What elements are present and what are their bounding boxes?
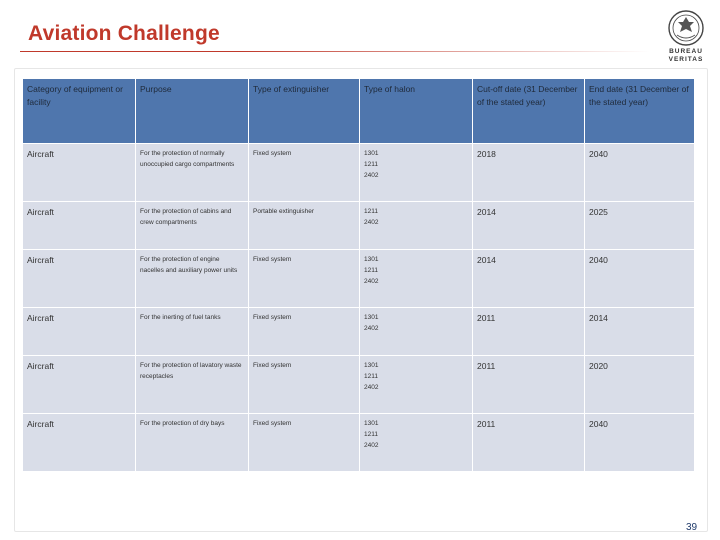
table-row (23, 356, 695, 414)
logo-line1: BUREAU (669, 48, 703, 55)
halon-type: 2402 (364, 219, 379, 226)
table-row (23, 202, 695, 250)
cell-category: Aircraft (23, 308, 136, 356)
cell-halon (360, 144, 473, 202)
halon-type: 1301 (364, 150, 379, 157)
cell-purpose: For the protection of normally unoccupied cargo compartments (136, 144, 249, 202)
halon-type: 2402 (364, 384, 379, 391)
cell-cutoff: 2011 (473, 414, 585, 472)
cell-halon (360, 250, 473, 308)
halon-type: 1301 (364, 314, 379, 321)
cell-cutoff: 2018 (473, 144, 585, 202)
table-row (23, 250, 695, 308)
halon-type: 1211 (364, 431, 378, 438)
halon-type: 1301 (364, 256, 379, 263)
halon-type: 2402 (364, 278, 379, 285)
slide-title: Aviation Challenge (28, 22, 220, 45)
cell-purpose: For the inerting of fuel tanks (136, 308, 249, 356)
cell-purpose: For the protection of lavatory waste receptacles (136, 356, 249, 414)
halon-type: 2402 (364, 442, 379, 449)
cell-purpose: For the protection of cabins and crew compartments (136, 202, 249, 250)
cell-end: 2020 (585, 356, 695, 414)
table-row (23, 308, 695, 356)
cell-category: Aircraft (23, 414, 136, 472)
cell-extinguisher: Fixed system (249, 356, 360, 414)
logo-line2: VERITAS (668, 56, 704, 63)
page-number: 39 (686, 522, 698, 533)
cell-extinguisher: Portable extinguisher (249, 202, 360, 250)
cell-halon (360, 202, 473, 250)
title-underline (20, 51, 650, 52)
header-halon: Type of halon (360, 79, 473, 144)
cell-end: 2025 (585, 202, 695, 250)
header-category: Category of equipment or facility (23, 79, 136, 144)
header-cutoff: Cut-off date (31 December of the stated year) (473, 79, 585, 144)
cell-category: Aircraft (23, 250, 136, 308)
cell-end: 2040 (585, 250, 695, 308)
cell-category: Aircraft (23, 144, 136, 202)
table-row (23, 414, 695, 472)
halon-type: 1301 (364, 362, 379, 369)
table-header-row (23, 79, 695, 144)
cell-category: Aircraft (23, 202, 136, 250)
table-row (23, 144, 695, 202)
cell-end: 2014 (585, 308, 695, 356)
cell-extinguisher: Fixed system (249, 250, 360, 308)
halon-table (22, 78, 695, 472)
cell-purpose: For the protection of dry bays (136, 414, 249, 472)
halon-type: 1211 (364, 373, 378, 380)
halon-type: 1301 (364, 420, 379, 427)
halon-type: 1211 (364, 267, 378, 274)
halon-type: 2402 (364, 172, 379, 179)
cell-extinguisher: Fixed system (249, 308, 360, 356)
header-extinguisher: Type of extinguisher (249, 79, 360, 144)
cell-purpose: For the protection of engine nacelles and auxiliary power units (136, 250, 249, 308)
cell-cutoff: 2011 (473, 308, 585, 356)
cell-halon (360, 356, 473, 414)
header-purpose: Purpose (136, 79, 249, 144)
header-end: End date (31 December of the stated year) (585, 79, 695, 144)
cell-extinguisher: Fixed system (249, 144, 360, 202)
cell-halon (360, 414, 473, 472)
halon-type: 2402 (364, 325, 379, 332)
cell-cutoff: 2014 (473, 202, 585, 250)
halon-type: 1211 (364, 208, 378, 215)
cell-end: 2040 (585, 144, 695, 202)
halon-type: 1211 (364, 161, 378, 168)
cell-halon (360, 308, 473, 356)
cell-category: Aircraft (23, 356, 136, 414)
cell-extinguisher: Fixed system (249, 414, 360, 472)
cell-cutoff: 2014 (473, 250, 585, 308)
cell-cutoff: 2011 (473, 356, 585, 414)
cell-end: 2040 (585, 414, 695, 472)
